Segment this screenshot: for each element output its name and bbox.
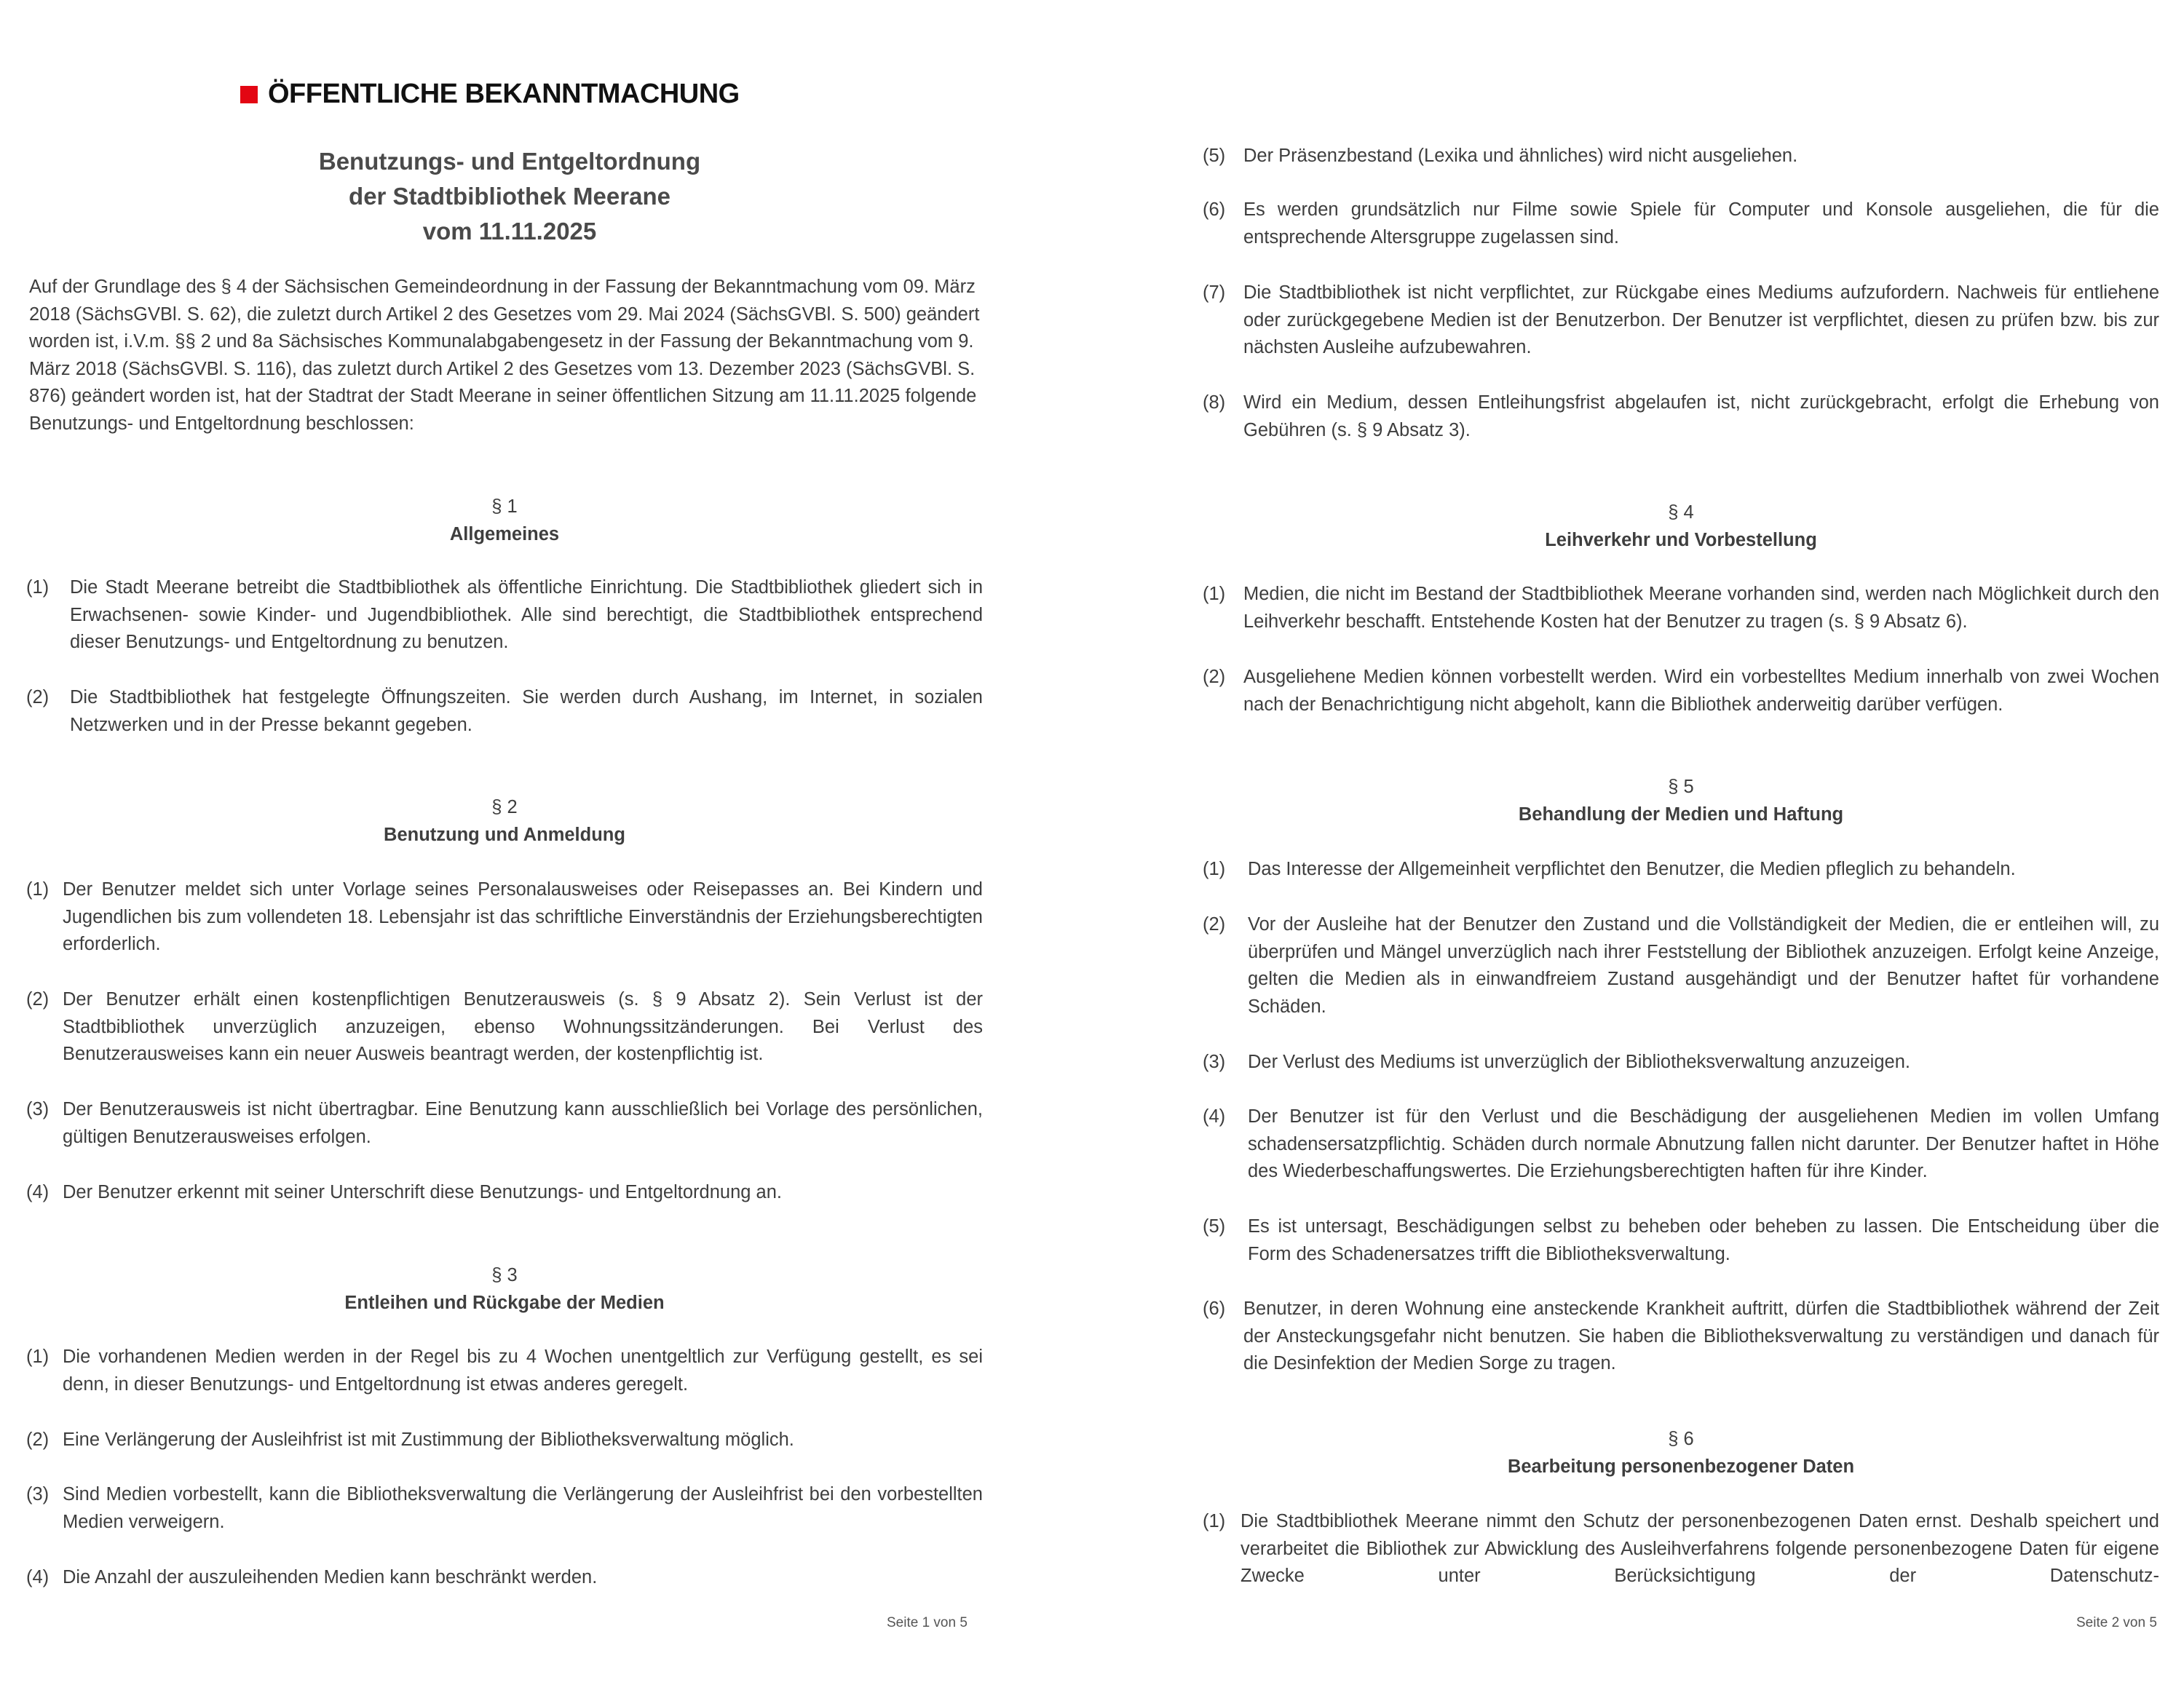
paragraph-text: Der Benutzerausweis ist nicht übertragbar. Eine Benutzung kann ausschließlich bei Vorlage des persönlichen, gültigen Benutzerausweises erfolgen.: [63, 1099, 983, 1147]
section-title: Benutzung und Anmeldung: [384, 825, 625, 845]
paragraph-number: (3): [1203, 1052, 1226, 1072]
paragraph-number: (3): [26, 1484, 50, 1504]
section-heading: [1203, 499, 2159, 554]
paragraph: [1203, 389, 2159, 444]
paragraph-number: (1): [26, 879, 50, 900]
paragraph: [1203, 664, 2159, 718]
paragraph: [26, 1179, 983, 1207]
paragraph: [26, 1427, 983, 1454]
paragraph: [1203, 1508, 2159, 1590]
paragraph: [1203, 1103, 2159, 1186]
section-heading: [26, 1261, 983, 1317]
paragraph: [26, 986, 983, 1068]
paragraph-number: (2): [26, 1430, 50, 1450]
section-heading: [1203, 1425, 2159, 1480]
paragraph: [1203, 143, 2159, 170]
paragraph-text: Die Stadtbibliothek hat festgelegte Öffnungszeiten. Sie werden durch Aushang, im Internet, in sozialen Netzwerken und in der Presse bekannt gegeben.: [70, 687, 983, 735]
paragraph-number: (8): [1203, 392, 1226, 413]
red-square-icon: [240, 86, 258, 103]
paragraph-text: Der Benutzer erhält einen kostenpflichtigen Benutzerausweis (s. § 9 Absatz 2). Sein Verlust ist der Stadtbibliothek unverzüglich anzuzeigen, ebenso Wohnungssitzänderungen. Bei Verlust des Benutzerausweises kann ein neuer Ausweis beantragt werden, der kostenpflichtig ist.: [63, 989, 983, 1064]
banner-title: ÖFFENTLICHE BEKANNTMACHUNG: [268, 79, 740, 109]
section-title: Leihverkehr und Vorbestellung: [1545, 530, 1817, 550]
paragraph-text: Das Interesse der Allgemeinheit verpflichtet den Benutzer, die Medien pfleglich zu behandeln.: [1248, 859, 2016, 879]
paragraph-number: (5): [1203, 1216, 1226, 1237]
document-title: [240, 144, 779, 249]
paragraph: [26, 1096, 983, 1151]
paragraph-text: Der Benutzer ist für den Verlust und die Beschädigung der ausgeliehenen Medien im vollen Umfang schadensersatzpflichtig. Schäden durch normale Abnutzung fallen nicht darunter. Der Benutzer haftet in Höhe des Wiederbeschaffungswertes. Die Erziehungsberechtigten haften für ihre Kinder.: [1248, 1106, 2159, 1181]
paragraph-text: Es werden grundsätzlich nur Filme sowie Spiele für Computer und Konsole ausgeliehen, die für die entsprechende Altersgruppe zugelassen sind.: [1243, 199, 2159, 247]
section-title: Allgemeines: [449, 524, 560, 544]
paragraph-text: Der Benutzer erkennt mit seiner Unterschrift diese Benutzungs- und Entgeltordnung an.: [63, 1182, 782, 1202]
paragraph-text: Medien, die nicht im Bestand der Stadtbibliothek Meerane vorhanden sind, werden nach Möglichkeit durch den Leihverkehr beschafft. Entstehende Kosten hat der Benutzer zu tragen (s. § 9 Absatz 6).: [1243, 584, 2159, 632]
title-line: vom 11.11.2025: [422, 218, 597, 245]
title-line: der Stadtbibliothek Meerane: [349, 183, 670, 210]
paragraph-number: (1): [1203, 1511, 1226, 1531]
paragraph-text: Wird ein Medium, dessen Entleihungsfrist abgelaufen ist, nicht zurückgebracht, erfolgt die Erhebung von Gebühren (s. § 9 Absatz 3).: [1243, 392, 2159, 440]
paragraph-number: (1): [1203, 584, 1226, 604]
paragraph-number: (4): [26, 1182, 50, 1202]
section-number: § 3: [491, 1265, 518, 1285]
section-number: § 6: [1668, 1429, 1694, 1449]
paragraph-number: (3): [26, 1099, 50, 1119]
paragraph-text: Es ist untersagt, Beschädigungen selbst zu beheben oder beheben zu lassen. Die Entscheidung über die Form des Schadenersatzes trifft die Bibliotheksverwaltung.: [1248, 1216, 2159, 1264]
paragraph: [26, 574, 983, 657]
paragraph: [1203, 1296, 2159, 1378]
public-notice-banner: [240, 79, 740, 110]
section-title: Entleihen und Rückgabe der Medien: [344, 1293, 665, 1313]
section-title: Bearbeitung personenbezogener Daten: [1507, 1456, 1855, 1477]
paragraph-text: Die Anzahl der auszuleihenden Medien kann beschränkt werden.: [63, 1567, 598, 1587]
paragraph-number: (6): [1203, 199, 1226, 220]
paragraph-number: (5): [1203, 146, 1226, 166]
paragraph-number: (1): [26, 1347, 50, 1367]
paragraph-number: (1): [1203, 859, 1226, 879]
paragraph: [1203, 279, 2159, 362]
paragraph-number: (4): [26, 1567, 50, 1587]
paragraph-number: (6): [1203, 1299, 1226, 1319]
section-number: § 2: [491, 797, 518, 817]
paragraph-number: (7): [1203, 282, 1226, 303]
section-title: Behandlung der Medien und Haftung: [1518, 804, 1844, 825]
paragraph-text: Vor der Ausleihe hat der Benutzer den Zustand und die Vollständigkeit der Medien, die er entleihen will, zu überprüfen und Mängel unverzüglich nach ihrer Feststellung der Bibliothek anzuzeigen. Erfolgt keine Anzeige, gelten die Medien als in einwandfreiem Zustand ausgehändigt und der Benutzer haftet für vorhandene Schäden.: [1248, 914, 2159, 1017]
paragraph-number: (2): [26, 687, 50, 707]
paragraph: [1203, 856, 2159, 884]
section-heading: [26, 793, 983, 849]
paragraph-number: (4): [1203, 1106, 1226, 1127]
paragraph-text: Benutzer, in deren Wohnung eine ansteckende Krankheit auftritt, dürfen die Stadtbibliothek während der Zeit der Ansteckungsgefahr nicht benutzen. Sie haben die Bibliotheksverwaltung zu verständigen und danach für die Desinfektion der Medien Sorge zu tragen.: [1243, 1299, 2159, 1373]
paragraph-number: (2): [1203, 667, 1226, 687]
paragraph: [1203, 581, 2159, 635]
paragraph: [26, 684, 983, 739]
paragraph-text: Der Benutzer meldet sich unter Vorlage seines Personalausweises oder Reisepasses an. Bei Kindern und Jugendlichen bis zum vollendeten 18. Lebensjahr ist das schriftliche Einverständnis der Erziehungsberechtigten erforderlich.: [63, 879, 983, 954]
paragraph-number: (2): [26, 989, 50, 1010]
paragraph-text: Der Präsenzbestand (Lexika und ähnliches) wird nicht ausgeliehen.: [1243, 146, 1798, 166]
paragraph: [26, 1344, 983, 1398]
paragraph-text: Sind Medien vorbestellt, kann die Bibliotheksverwaltung die Verlängerung der Ausleihfrist bei den vorbestellten Medien verweigern.: [63, 1484, 983, 1532]
paragraph: [26, 1481, 983, 1536]
page-number: Seite 2 von 5: [2076, 1615, 2157, 1630]
paragraph-number: (2): [1203, 914, 1226, 935]
page-number: Seite 1 von 5: [887, 1615, 968, 1630]
section-heading: [1203, 773, 2159, 828]
section-number: § 5: [1668, 777, 1694, 797]
section-number: § 1: [491, 496, 518, 517]
paragraph: [1203, 911, 2159, 1020]
paragraph: [26, 1564, 983, 1592]
section-heading: [26, 493, 983, 548]
paragraph: [26, 876, 983, 959]
paragraph-text: Die vorhandenen Medien werden in der Regel bis zu 4 Wochen unentgeltlich zur Verfügung gestellt, es sei denn, in dieser Benutzungs- und Entgeltordnung ist etwas anderes geregelt.: [63, 1347, 983, 1395]
paragraph: [1203, 1049, 2159, 1077]
paragraph-text: Eine Verlängerung der Ausleihfrist ist mit Zustimmung der Bibliotheksverwaltung möglich.: [63, 1430, 794, 1450]
preamble: Auf der Grundlage des § 4 der Sächsischen Gemeindeordnung in der Fassung der Bekanntmachung vom 09. März 2018 (SächsGVBl. S. 62), die zuletzt durch Artikel 2 des Gesetzes vom 29. Mai 2024 (SächsGVBl. S. 500) geändert worden ist, i.V.m. §§ 2 und 8a Sächsisches Kommunalabgabengesetz in der Fassung der Bekanntmachung vom 9. März 2018 (SächsGVBl. S. 116), das zuletzt durch Artikel 2 des Gesetzes vom 13. Dezember 2023 (SächsGVBl. S. 876) geändert worden ist, hat der Stadtrat der Stadt Meerane in seiner öffentlichen Sitzung am 11.11.2025 folgende Benutzungs- und Entgeltordnung beschlossen:: [29, 277, 980, 434]
paragraph-text: Die Stadt Meerane betreibt die Stadtbibliothek als öffentliche Einrichtung. Die Stadtbibliothek gliedert sich in Erwachsenen- sowie Kinder- und Jugendbibliothek. Alle sind berechtigt, die Stadtbibliothek entsprechend dieser Benutzungs- und Entgeltordnung zu benutzen.: [70, 577, 983, 652]
paragraph-text: Der Verlust des Mediums ist unverzüglich der Bibliotheksverwaltung anzuzeigen.: [1248, 1052, 1910, 1072]
title-line: Benutzungs- und Entgeltordnung: [318, 148, 701, 175]
paragraph: [1203, 197, 2159, 251]
paragraph-text: Die Stadtbibliothek Meerane nimmt den Schutz der personenbezogenen Daten ernst. Deshalb speichert und verarbeitet die Bibliothek zur Abwicklung des Ausleihverfahrens folgende personenbezogene Daten für eigene Zwecke unter Berücksichtigung der Datenschutz-: [1241, 1511, 2159, 1586]
paragraph: [1203, 1213, 2159, 1268]
paragraph-text: Ausgeliehene Medien können vorbestellt werden. Wird ein vorbestelltes Medium innerhalb von zwei Wochen nach der Benachrichtigung nicht abgeholt, kann die Bibliothek anderweitig darüber verfügen.: [1243, 667, 2159, 715]
section-number: § 4: [1668, 502, 1694, 523]
paragraph-number: (1): [26, 577, 50, 598]
paragraph-text: Die Stadtbibliothek ist nicht verpflichtet, zur Rückgabe eines Mediums aufzufordern. Nachweis für entliehene oder zurückgegebene Medien ist der Benutzerbon. Der Benutzer ist verpflichtet, diesen zu prüfen bzw. bis zur nächsten Ausleihe aufzubewahren.: [1243, 282, 2159, 357]
